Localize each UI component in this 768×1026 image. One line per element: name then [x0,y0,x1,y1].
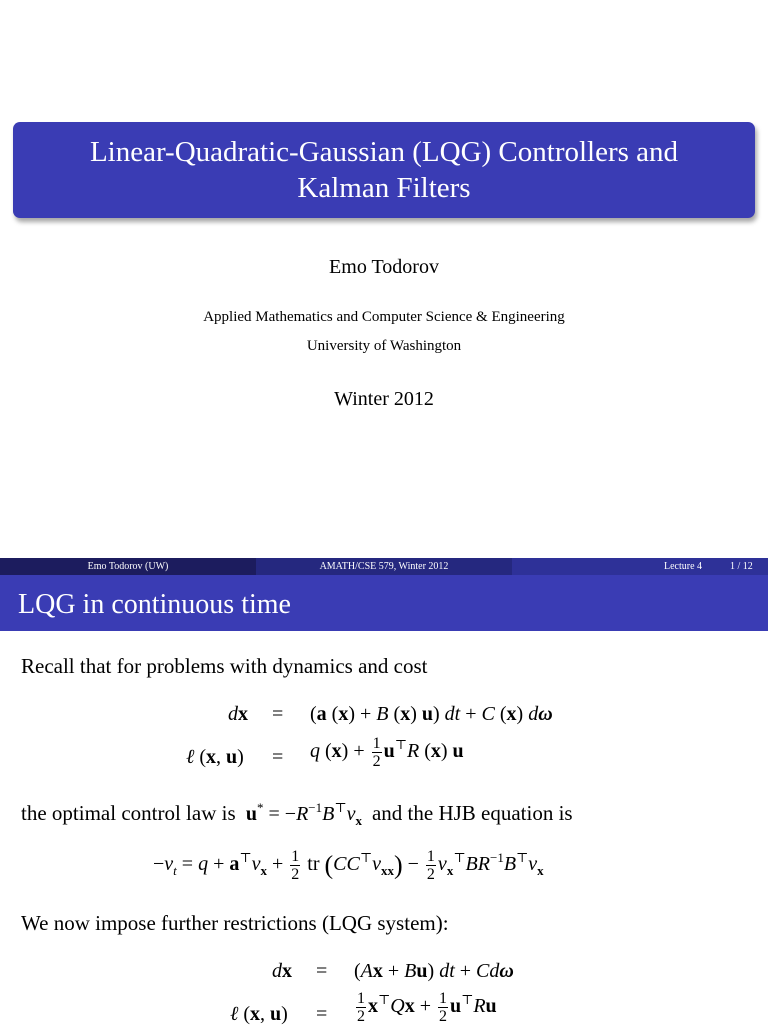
fraction-half: $\frac{1}{2}$ [372,735,381,770]
title-line-1: Linear-Quadratic-Gaussian (LQG) Controllers and [89,136,679,168]
title-box [13,122,755,218]
control-law-text-b: and the HJB equation is [371,801,573,825]
paragraph-intro: Recall that for problems with dynamics and cost [21,654,428,678]
footer-course: AMATH/CSE 579, Winter 2012 [256,558,512,575]
equation-hjb: $-v_t = q + a^⊤v_x$ + $\frac{1}{2}$ tr $(CC^⊤v_{xx})$ − $\frac{1}{2}$ $v_x^⊤BR^{-1}B^⊤v_x$ [153,848,544,883]
equation-cost-rhs: q (x) + $\frac{1}{2}$ u⊤R (x) u [310,735,464,770]
equation-lqg-dynamics-rhs: (Ax + Bu) dt + Cdω [354,960,514,982]
footer-author: Emo Todorov (UW) [0,558,256,575]
equation-cost-eq: = [272,746,284,768]
equation-dynamics-rhs: (a (x) + B (x) u) dt + C (x) dω [310,703,553,725]
control-law-text-a: the optimal control law is [21,801,236,825]
control-law-formula: $u^* = -R^{-1}B^⊤v_x$ [245,800,362,828]
slide-title-bar [0,575,768,631]
paragraph-lqg-restrictions: We now impose further restrictions (LQG system): [21,911,449,935]
footer-right [512,558,768,575]
equation-lqg-cost-rhs: $\frac{1}{2}$ x⊤Qx + $\frac{1}{2}$ u⊤Ru [357,990,497,1025]
footer-bar [0,558,768,575]
footer-page-number: 1 / 12 [730,561,753,572]
equation-lqg-cost-eq: = [316,1003,328,1025]
institution-line-1: Applied Mathematics and Computer Science & Engineering [203,309,565,325]
footer-lecture: Lecture 4 [664,561,703,572]
equation-lqg-dynamics-eq: = [316,960,328,982]
institution-line-2: University of Washington [306,338,462,354]
author-name: Emo Todorov [329,256,439,278]
date: Winter 2012 [334,388,434,410]
equation-lqg-cost-lhs: ℓ (x, u) [230,1003,288,1025]
slide-title: LQG in continuous time [18,589,291,620]
equation-dynamics-lhs: dx [228,703,248,725]
equation-lqg-dynamics-lhs: dx [272,960,292,982]
paragraph-control-law [21,801,573,826]
equation-dynamics-eq: = [272,703,284,725]
title-line-2: Kalman Filters [297,172,471,204]
equation-cost-lhs: ℓ (x, u) [186,746,244,768]
